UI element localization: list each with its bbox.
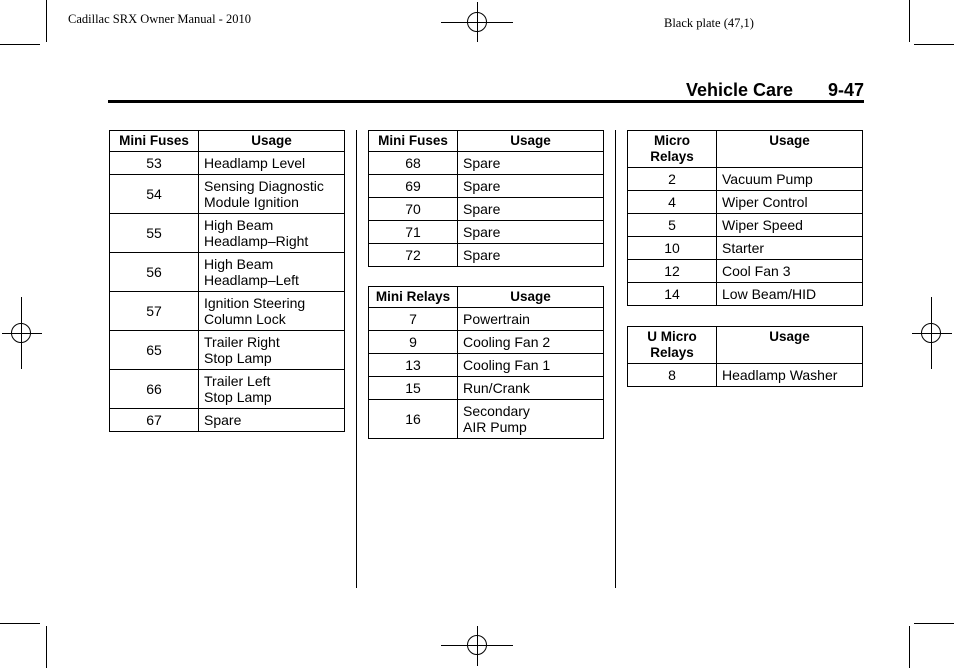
- crop-mark: [914, 623, 954, 624]
- usage-line: Spare: [463, 224, 501, 240]
- usage-line: Stop Lamp: [204, 389, 272, 405]
- header-line: Relays: [650, 149, 694, 164]
- fuse-number: 57: [110, 292, 199, 331]
- usage-line: Run/Crank: [463, 380, 530, 396]
- section-title: Vehicle Care: [686, 80, 794, 100]
- table-row: [369, 377, 604, 400]
- usage-cell: [199, 292, 345, 331]
- usage-cell: [458, 400, 604, 439]
- fuse-number: 67: [110, 409, 199, 432]
- table-row: [110, 409, 345, 432]
- fuse-number: 72: [369, 244, 458, 267]
- column-divider-2: [615, 130, 616, 588]
- usage-line: Headlamp–Right: [204, 233, 309, 249]
- usage-cell: [199, 175, 345, 214]
- fuse-number: 56: [110, 253, 199, 292]
- table-row: [628, 364, 863, 387]
- table-row: [369, 400, 604, 439]
- usage-cell: [199, 214, 345, 253]
- fuse-number: 65: [110, 331, 199, 370]
- usage-cell: [717, 283, 863, 306]
- fuse-number: 16: [369, 400, 458, 439]
- usage-cell: [717, 168, 863, 191]
- fuse-number: 66: [110, 370, 199, 409]
- usage-cell: [199, 409, 345, 432]
- usage-line: Trailer Left: [204, 373, 271, 389]
- usage-line: Powertrain: [463, 311, 530, 327]
- column-header-mini-relays: Mini Relays: [369, 287, 458, 308]
- table-row: [369, 354, 604, 377]
- usage-line: Headlamp Washer: [722, 367, 838, 383]
- fuse-number: 15: [369, 377, 458, 400]
- table-row: [628, 260, 863, 283]
- usage-line: Spare: [463, 178, 501, 194]
- usage-cell: [717, 237, 863, 260]
- usage-line: Secondary: [463, 403, 530, 419]
- fuse-number: 71: [369, 221, 458, 244]
- table-row: [369, 244, 604, 267]
- table-row: [628, 168, 863, 191]
- usage-line: Low Beam/HID: [722, 286, 817, 302]
- table-row: [369, 175, 604, 198]
- fuse-number: 9: [369, 331, 458, 354]
- fuse-number: 54: [110, 175, 199, 214]
- usage-line: Spare: [463, 155, 501, 171]
- usage-line: Cool Fan 3: [722, 263, 791, 279]
- usage-cell: [458, 175, 604, 198]
- usage-cell: [717, 364, 863, 387]
- fuse-number: 70: [369, 198, 458, 221]
- mini-fuses-table-2: [368, 130, 604, 267]
- table-row: [628, 237, 863, 260]
- usage-cell: [458, 354, 604, 377]
- usage-line: Module Ignition: [204, 194, 299, 210]
- usage-cell: [458, 221, 604, 244]
- table-row: [110, 292, 345, 331]
- table-row: [628, 191, 863, 214]
- crop-mark: [0, 44, 40, 45]
- u-micro-relays-table: [627, 326, 863, 387]
- usage-cell: [199, 331, 345, 370]
- table-row: [369, 331, 604, 354]
- plate-label: Black plate (47,1): [664, 16, 754, 30]
- column-header-usage: Usage: [458, 131, 604, 152]
- usage-line: Spare: [463, 201, 501, 217]
- header-line: U Micro: [647, 329, 697, 344]
- usage-cell: [199, 370, 345, 409]
- crop-mark: [0, 623, 40, 624]
- table-row: [110, 331, 345, 370]
- fuse-number: 7: [369, 308, 458, 331]
- mini-fuses-table-1: [109, 130, 345, 432]
- section-heading: [686, 80, 864, 101]
- usage-line: Stop Lamp: [204, 350, 272, 366]
- crop-mark: [914, 44, 954, 45]
- usage-cell: [717, 214, 863, 237]
- column-header-usage: Usage: [717, 327, 863, 364]
- crop-mark: [909, 0, 910, 42]
- manual-title: Cadillac SRX Owner Manual - 2010: [68, 12, 251, 26]
- page-number: 9-47: [827, 80, 864, 100]
- table-row: [369, 221, 604, 244]
- table-row: [628, 283, 863, 306]
- column-divider-1: [356, 130, 357, 588]
- usage-line: AIR Pump: [463, 419, 527, 435]
- usage-line: Spare: [204, 412, 242, 428]
- column-header-u-micro-relays: [628, 327, 717, 364]
- usage-line: Headlamp Level: [204, 155, 306, 171]
- usage-line: Headlamp–Left: [204, 272, 299, 288]
- fuse-number: 10: [628, 237, 717, 260]
- usage-cell: [458, 198, 604, 221]
- table-row: [369, 198, 604, 221]
- usage-line: Trailer Right: [204, 334, 280, 350]
- usage-line: Column Lock: [204, 311, 286, 327]
- crop-mark: [909, 626, 910, 668]
- fuse-number: 14: [628, 283, 717, 306]
- usage-line: Sensing Diagnostic: [204, 178, 324, 194]
- table-row: [628, 214, 863, 237]
- usage-cell: [458, 331, 604, 354]
- header-line: Relays: [650, 345, 694, 360]
- column-header-usage: Usage: [199, 131, 345, 152]
- fuse-number: 2: [628, 168, 717, 191]
- fuse-number: 8: [628, 364, 717, 387]
- usage-line: Spare: [463, 247, 501, 263]
- usage-cell: [458, 308, 604, 331]
- usage-line: Wiper Speed: [722, 217, 803, 233]
- usage-cell: [199, 152, 345, 175]
- usage-line: High Beam: [204, 217, 274, 233]
- table-row: [369, 152, 604, 175]
- fuse-number: 68: [369, 152, 458, 175]
- fuse-number: 55: [110, 214, 199, 253]
- usage-cell: [458, 377, 604, 400]
- fuse-number: 5: [628, 214, 717, 237]
- table-row: [110, 175, 345, 214]
- table-row: [110, 253, 345, 292]
- column-header-mini-fuses: Mini Fuses: [369, 131, 458, 152]
- usage-cell: [458, 244, 604, 267]
- micro-relays-table: [627, 130, 863, 306]
- usage-line: Wiper Control: [722, 194, 808, 210]
- usage-line: Starter: [722, 240, 765, 256]
- mini-relays-table: [368, 286, 604, 439]
- column-header-usage: Usage: [717, 131, 863, 168]
- fuse-number: 4: [628, 191, 717, 214]
- table-row: [110, 214, 345, 253]
- heading-rule: [108, 100, 864, 103]
- usage-cell: [717, 260, 863, 283]
- usage-cell: [717, 191, 863, 214]
- column-header-mini-fuses: Mini Fuses: [110, 131, 199, 152]
- usage-line: Cooling Fan 2: [463, 334, 551, 350]
- fuse-number: 53: [110, 152, 199, 175]
- crop-mark: [46, 0, 47, 42]
- usage-line: Cooling Fan 1: [463, 357, 551, 373]
- fuse-number: 69: [369, 175, 458, 198]
- table-row: [369, 308, 604, 331]
- usage-line: Vacuum Pump: [722, 171, 813, 187]
- usage-line: High Beam: [204, 256, 274, 272]
- fuse-number: 12: [628, 260, 717, 283]
- crop-mark: [46, 626, 47, 668]
- column-header-micro-relays: [628, 131, 717, 168]
- header-line: Micro: [653, 133, 690, 148]
- usage-line: Ignition Steering: [204, 295, 306, 311]
- fuse-number: 13: [369, 354, 458, 377]
- column-header-usage: Usage: [458, 287, 604, 308]
- table-row: [110, 370, 345, 409]
- table-row: [110, 152, 345, 175]
- usage-cell: [458, 152, 604, 175]
- usage-cell: [199, 253, 345, 292]
